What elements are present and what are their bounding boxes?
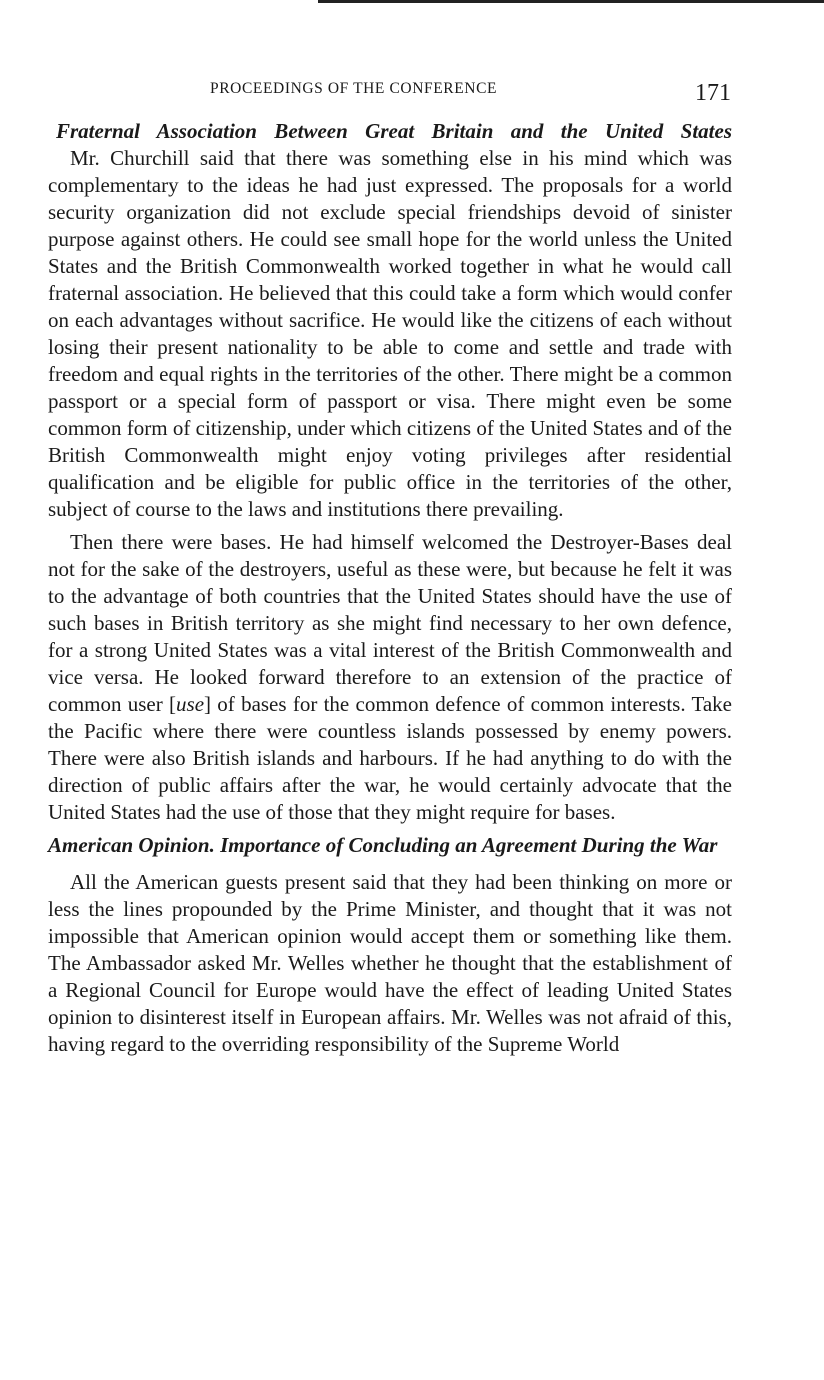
page-number: 171 — [695, 80, 731, 106]
running-head: PROCEEDINGS OF THE CONFERENCE — [210, 80, 498, 97]
section-heading-fraternal-association: Fraternal Association Between Great Britain and the United States — [56, 119, 732, 143]
paragraph-american-guests: All the American guests present said that they had been thinking on more or less the lines propounded by the Prime Minister, and thought that it was not impossible that American opinion would accept them or something like them. The Ambassador asked Mr. Welles whether he thought that the establishment of a Regional Council for Europe would have the effect of leading United States opinion to disinterest itself in European affairs. Mr. Welles was not afraid of this, having regard to the overriding responsibility of the Supreme World — [48, 870, 732, 1056]
paragraph-churchill-proposal: Mr. Churchill said that there was something else in his mind which was complementary to the ideas he had just expressed. The proposals for a world security organization did not exclude special friendships devoid of sinister purpose against others. He could see small hope for the world unless the United States and the British Commonwealth worked together in what he would call fraternal association. He believed that this could take a form which would confer on each advantages without sacrifice. He would like the citizens of each without losing their present nationality to be able to come and settle and trade with freedom and equal rights in the territories of the other. There might be a common passport or a special form of passport or visa. There might even be some common form of citizenship, under which citizens of the United States and of the British Commonwealth might enjoy voting privileges after residential qualification and be eligible for public office in the territories of the other, subject of course to the laws and institutions there prevailing. — [48, 146, 732, 521]
paragraph-bases: Then there were bases. He had himself welcomed the Destroyer-Bases deal not for the sake of the destroyers, useful as these were, but because he felt it was to the advantage of both countries that the United States should have the use of such bases in British territory as she might find necessary to her own defence, for a strong United States was a vital interest of the British Commonwealth and vice versa. He looked forward therefore to an extension of the practice of common user [use] of bases for the common defence of common interests. Take the Pacific where there were countless islands possessed by enemy powers. There were also British islands and harbours. If he had anything to do with the direction of public affairs after the war, he would certainly advocate that the United States had the use of those that they might require for bases. — [48, 530, 732, 824]
top-edge-rule — [318, 0, 824, 3]
page-body — [48, 118, 732, 1058]
section-heading-american-opinion: American Opinion. Importance of Concluding an Agreement During the War — [48, 833, 718, 857]
editorial-insertion: use — [176, 692, 205, 716]
